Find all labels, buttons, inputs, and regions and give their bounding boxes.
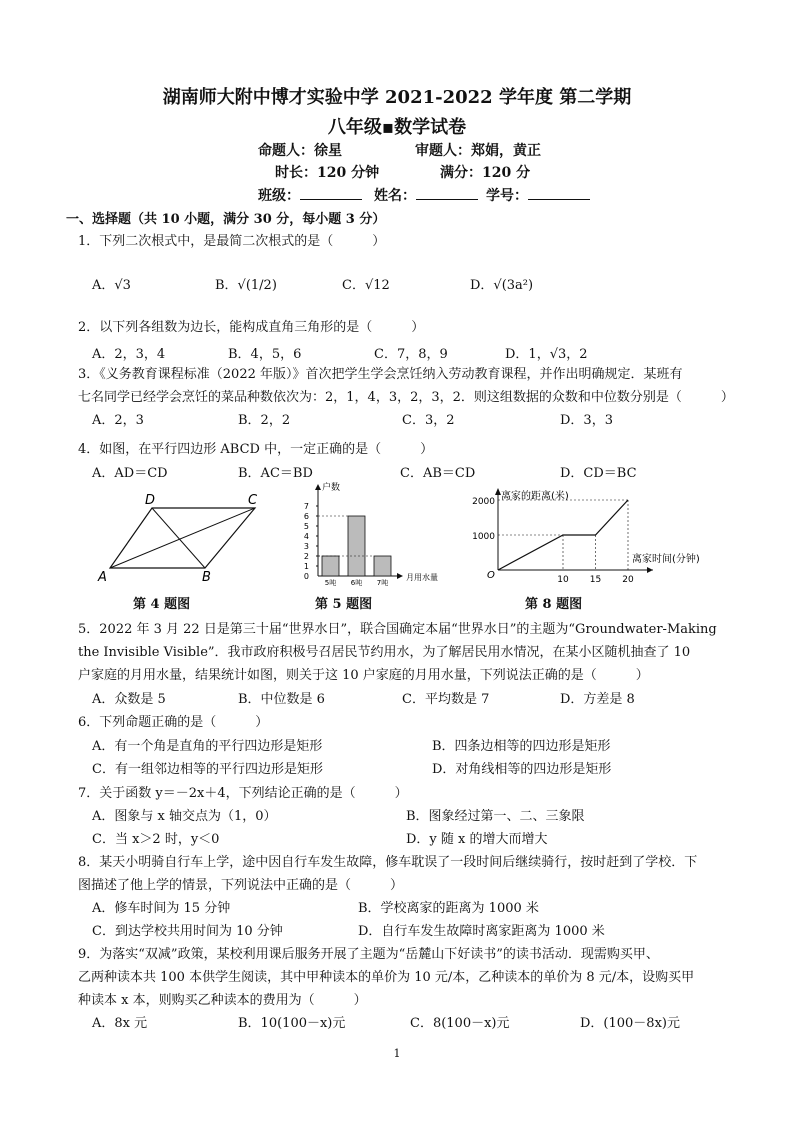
q7-option-b[interactable]: B．图象经过第一、二、三象限 <box>406 809 585 824</box>
diagonal-bd <box>152 508 205 568</box>
y-tick-label: 1000 <box>472 532 495 542</box>
class-label: 班级： <box>258 188 300 204</box>
q3-option-c[interactable]: C．3，2 <box>402 413 455 428</box>
q2-option-d[interactable]: D．1，√3，2 <box>505 347 588 362</box>
q2-option-c[interactable]: C．7，8，9 <box>374 347 448 362</box>
figure-5-bar-chart <box>290 478 460 590</box>
q3-option-b[interactable]: B．2，2 <box>238 413 291 428</box>
section-title: 一、选择题（共 10 小题，满分 30 分，每小题 3 分） <box>66 212 386 227</box>
q6-stem: 6．下列命题正确的是（ ） <box>78 715 269 730</box>
q5-option-a[interactable]: A．众数是 5 <box>92 692 166 707</box>
class-field[interactable] <box>258 185 362 205</box>
q6-option-b[interactable]: B．四条边相等的四边形是矩形 <box>432 739 611 754</box>
y-axis-label: 户数 <box>322 483 341 493</box>
figure-5-caption: 第 5 题图 <box>315 597 373 612</box>
q1-option-b[interactable]: B．√(1/2) <box>215 278 277 293</box>
q5-line1: 5．2022 年 3 月 22 日是第三十届“世界水日”，联合国确定本届“世界水日”的主题为“Groundwater-Making <box>78 622 717 637</box>
q5-option-c[interactable]: C．平均数是 7 <box>402 692 490 707</box>
diagonal-ac <box>110 508 255 568</box>
q3-option-d[interactable]: D．3，3 <box>560 413 613 428</box>
x-axis-arrow <box>397 573 403 579</box>
q8-option-a[interactable]: A．修车时间为 15 分钟 <box>92 901 231 916</box>
q1-option-a[interactable]: A．√3 <box>92 278 131 293</box>
x-tick-label: 10 <box>557 575 569 585</box>
q4-option-b[interactable]: B．AC＝BD <box>238 466 313 481</box>
id-blank[interactable] <box>528 187 590 200</box>
q7-option-d[interactable]: D．y 随 x 的增大而增大 <box>406 832 548 847</box>
q1-stem: 1．下列二次根式中，是最简二次根式的是（ ） <box>78 234 386 249</box>
x-tick-label: 5吨 <box>324 579 337 587</box>
figure-4-caption: 第 4 题图 <box>133 597 191 612</box>
duration: 时长：120 分钟 <box>275 165 380 181</box>
q8-line1: 8．某天小明骑自行车上学，途中因自行车发生故障，修车耽误了一段时间后继续骑行，按时赶到了学校．下 <box>78 855 698 870</box>
x-axis-label: 离家时间(分钟) <box>632 554 700 565</box>
y-tick-label: 2000 <box>472 497 495 507</box>
q3-line1: 3．《义务教育课程标准（2022 年版）》首次把学生学会烹饪纳入劳动教育课程，并作出明确规定．某班有 <box>78 367 683 382</box>
name-label: 姓名： <box>374 188 416 204</box>
x-axis-arrow <box>647 567 653 573</box>
q7-option-c[interactable]: C．当 x＞2 时，y＜0 <box>92 832 220 847</box>
q9-option-b[interactable]: B．10(100－x)元 <box>238 1016 346 1031</box>
y-tick-label: 5 <box>303 522 309 531</box>
q1-option-d[interactable]: D．√(3a²) <box>470 278 534 293</box>
origin-label: O <box>487 570 495 581</box>
q7-option-a[interactable]: A．图象与 x 轴交点为（1，0） <box>92 809 277 824</box>
x-tick-label: 20 <box>622 575 634 585</box>
y-tick-label: 7 <box>303 502 309 511</box>
figure-8-line-chart <box>472 480 703 590</box>
setter: 命题人：徐星 <box>258 143 342 159</box>
q5-option-b[interactable]: B．中位数是 6 <box>238 692 325 707</box>
q6-option-c[interactable]: C．有一组邻边相等的平行四边形是矩形 <box>92 762 323 777</box>
q5-line3: 户家庭的月用水量，结果统计如图，则关于这 10 户家庭的月用水量，下列说法正确的是（ ） <box>78 668 649 683</box>
q2-option-b[interactable]: B．4，5，6 <box>228 347 302 362</box>
q9-line3: 种读本 x 本，则购买乙种读本的费用为（ ） <box>78 993 367 1008</box>
q9-option-a[interactable]: A．8x 元 <box>92 1016 148 1031</box>
q4-option-d[interactable]: D．CD＝BC <box>560 466 637 481</box>
x-tick-label: 15 <box>589 575 602 585</box>
q7-stem: 7．关于函数 y＝－2x＋4，下列结论正确的是（ ） <box>78 786 408 801</box>
page-number: 1 <box>393 1047 401 1060</box>
q5-line2: the Invisible Visible”．我市政府积极号召居民节约用水，为了解居民用水情况，在某小区随机抽查了 10 <box>78 645 691 660</box>
q9-line1: 9．为落实“双减”政策，某校利用课后服务开展了主题为“岳麓山下好读书”的读书活动．现需购买甲、 <box>78 947 659 962</box>
q2-stem: 2．以下列各组数为边长，能构成直角三角形的是（ ） <box>78 320 425 335</box>
q6-option-d[interactable]: D．对角线相等的四边形是矩形 <box>432 762 612 777</box>
vertex-c: C <box>248 493 258 508</box>
vertex-b: B <box>202 570 211 585</box>
figure-4-parallelogram <box>90 488 270 588</box>
y-tick-label: 2 <box>303 552 309 561</box>
y-tick-label: 0 <box>303 572 309 581</box>
q2-option-a[interactable]: A．2，3，4 <box>92 347 166 362</box>
vertex-a: A <box>98 570 107 585</box>
bar-6吨 <box>348 516 365 576</box>
q9-option-c[interactable]: C．8(100－x)元 <box>410 1016 510 1031</box>
q3-option-a[interactable]: A．2，3 <box>92 413 144 428</box>
q1-option-c[interactable]: C．√12 <box>342 278 390 293</box>
exam-school-title: 湖南师大附中博才实验中学 2021-2022 学年度 第二学期 <box>162 87 632 108</box>
bar-5吨 <box>322 556 339 576</box>
q4-option-a[interactable]: A．AD＝CD <box>92 466 168 481</box>
q8-option-c[interactable]: C．到达学校共用时间为 10 分钟 <box>92 924 283 939</box>
q9-option-d[interactable]: D．(100－8x)元 <box>580 1016 680 1031</box>
y-tick-label: 1 <box>303 562 309 571</box>
class-blank[interactable] <box>300 187 362 200</box>
x-tick-label: 6吨 <box>350 579 363 587</box>
exam-title: 八年级▪数学试卷 <box>327 117 467 138</box>
q5-option-d[interactable]: D．方差是 8 <box>560 692 635 707</box>
figure-8-caption: 第 8 题图 <box>525 597 583 612</box>
full-score: 满分：120 分 <box>440 165 531 181</box>
q8-option-d[interactable]: D．自行车发生故障时离家距离为 1000 米 <box>358 924 605 939</box>
x-axis-label: 月用水量 <box>406 573 438 582</box>
bar-7吨 <box>374 556 391 576</box>
vertex-d: D <box>145 493 156 508</box>
id-label: 学号： <box>486 188 528 204</box>
q6-option-a[interactable]: A．有一个角是直角的平行四边形是矩形 <box>92 739 323 754</box>
q4-option-c[interactable]: C．AB＝CD <box>400 466 476 481</box>
reviewer: 审题人：郑娟，黄正 <box>415 143 541 159</box>
x-tick-label: 7吨 <box>376 579 389 587</box>
y-tick-label: 3 <box>303 542 309 551</box>
q8-option-b[interactable]: B．学校离家的距离为 1000 米 <box>358 901 539 916</box>
q8-line2: 图描述了他上学的情景，下列说法中正确的是（ ） <box>78 878 404 893</box>
id-field[interactable] <box>486 185 590 205</box>
name-blank[interactable] <box>416 187 478 200</box>
name-field[interactable] <box>374 185 478 205</box>
y-tick-label: 6 <box>303 512 309 521</box>
q4-stem: 4．如图，在平行四边形 ABCD 中，一定正确的是（ ） <box>78 442 434 457</box>
q3-line2: 七名同学已经学会烹饪的菜品种数依次为：2，1，4，3，2，3，2．则这组数据的众数和中位数分别是（ ） <box>78 390 734 405</box>
y-tick-label: 4 <box>303 532 309 541</box>
y-axis-arrow <box>315 484 321 490</box>
q9-line2: 乙两种读本共 100 本供学生阅读，其中甲种读本的单价为 10 元/本，乙种读本的单价为 8 元/本，设购买甲 <box>78 970 695 985</box>
y-axis-label: 离家的距离(米) <box>501 491 569 502</box>
